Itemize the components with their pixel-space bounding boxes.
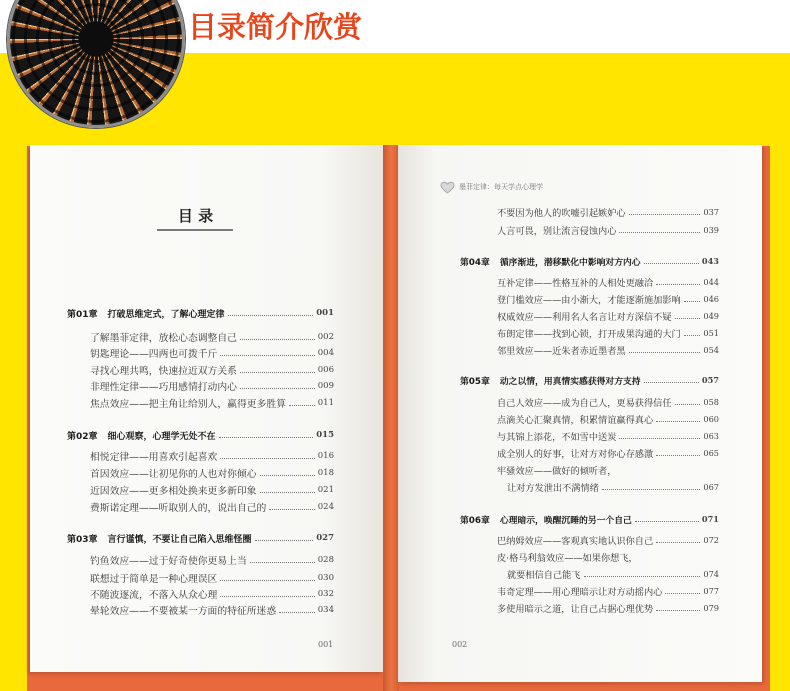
page-title: 目录简介欣赏 (188, 10, 363, 44)
toc-chapter (67, 306, 334, 320)
dot-leader (656, 542, 700, 543)
chapter-label: 第02章 (67, 431, 98, 442)
toc-entry (497, 429, 719, 443)
dot-leader (619, 438, 700, 439)
toc-entry (90, 396, 334, 410)
toc-entry (497, 343, 719, 357)
dot-leader (665, 593, 700, 594)
dot-leader (635, 521, 699, 522)
page-ref: 039 (703, 225, 719, 235)
page-ref: 015 (316, 430, 334, 440)
dot-leader (644, 263, 699, 264)
dot-leader (656, 284, 700, 285)
toc-entry (90, 483, 334, 497)
entry-title: 韦奇定理——用心理暗示让对方动摇内心 (497, 587, 663, 598)
chapter-label: 第06章 (460, 515, 490, 526)
entry-title: 让对方发泄出不满情绪 (507, 483, 599, 494)
entry-title: 钥匙理论——四两也可拨千斤 (90, 349, 218, 360)
page-ref: 044 (703, 277, 719, 287)
toc-chapter (67, 428, 334, 442)
toc-chapter (460, 512, 719, 526)
page-number: 001 (318, 640, 334, 649)
toc-entry (90, 553, 334, 567)
dot-leader (684, 335, 701, 336)
page-ref: 060 (703, 414, 719, 424)
toc-entry (497, 533, 719, 547)
dot-leader (220, 355, 314, 356)
page-ref: 001 (316, 308, 334, 318)
dot-leader (675, 318, 701, 319)
entry-title: 皮·格马利翁效应——如果你想飞， (497, 553, 638, 564)
dot-leader (279, 612, 315, 613)
dot-leader (228, 315, 314, 316)
chapter-label: 第04章 (460, 257, 490, 268)
running-header (440, 180, 543, 194)
page-ref: 016 (317, 451, 334, 461)
entry-title: 近因效应——更多相处换来更多新印象 (90, 486, 257, 497)
toc-title-underline (157, 229, 233, 231)
page-ref: 011 (317, 398, 334, 408)
entry-title: 多使用暗示之道，让自己占据心理优势 (497, 604, 654, 615)
chapter-title: 细心观察，心理学无处不在 (107, 431, 216, 442)
toc-entry (90, 500, 334, 514)
toc-entry (497, 205, 719, 219)
dot-leader (684, 301, 701, 302)
dot-leader (220, 580, 314, 581)
page-ref: 077 (703, 586, 719, 596)
entry-title: 就要相信自己能飞 (507, 570, 581, 581)
page-ref: 057 (701, 375, 719, 385)
page-ref: 021 (317, 485, 334, 495)
dot-leader (656, 455, 700, 456)
toc-title: 目 录 (177, 207, 214, 225)
dot-leader (220, 458, 314, 459)
toc-entry (90, 330, 334, 344)
entry-title: 巴纳姆效应——客观真实地认识你自己 (497, 536, 654, 547)
chapter-label: 第01章 (67, 309, 98, 320)
entry-title: 相悦定律——用喜欢引起喜欢 (90, 452, 218, 463)
dot-leader (240, 339, 315, 340)
dot-leader (644, 382, 699, 383)
dot-leader (220, 596, 314, 597)
decorative-circle-image (7, 0, 185, 128)
dot-leader (584, 576, 701, 577)
dot-leader (602, 489, 700, 490)
entry-title: 首因效应——让初见你的人也对你倾心 (90, 469, 257, 480)
entry-title: 邻里效应——近朱者赤近墨者黑 (497, 346, 626, 357)
heart-icon (440, 181, 455, 194)
page-ref: 067 (703, 482, 719, 492)
toc-entry (497, 584, 719, 598)
entry-title: 不随波逐流，不落入从众心理 (90, 590, 218, 601)
page-ref: 030 (317, 573, 334, 583)
entry-title: 布朗定律——找到心锁，打开成果沟通的大门 (497, 329, 681, 340)
page-ref: 043 (701, 256, 719, 266)
entry-title: 牢骚效应——做好的倾听者， (497, 466, 617, 477)
toc-entry (497, 412, 719, 426)
dot-leader (289, 405, 315, 406)
toc-entry-continuation (507, 480, 719, 494)
toc-entry (497, 463, 719, 477)
toc-entry (497, 309, 719, 323)
dot-leader (269, 509, 314, 510)
toc-entry (90, 363, 334, 377)
entry-title: 人言可畏，别让流言侵蚀内心 (497, 226, 617, 237)
entry-title: 自己人效应——成为自己人，更易获得信任 (497, 398, 672, 409)
page-ref: 032 (317, 589, 334, 599)
chapter-title: 打破思维定式，了解心理定律 (107, 309, 225, 320)
dot-leader (250, 562, 315, 563)
toc-chapter (460, 373, 719, 387)
entry-title: 成全别人的好事，让对方对你心存感激 (497, 449, 654, 460)
entry-title: 了解墨菲定律，放松心态调整自己 (90, 333, 237, 344)
chapter-title: 心理暗示，唤醒沉睡的另一个自己 (499, 515, 632, 526)
entry-title: 互补定律——性格互补的人相处更融洽 (497, 278, 654, 289)
toc-entry (497, 292, 719, 306)
toc-entry (90, 571, 334, 585)
entry-title: 费斯诺定理——听取别人的，说出自己的 (90, 503, 267, 514)
book-spine (383, 145, 399, 691)
page-ref: 037 (703, 207, 719, 217)
dot-leader (240, 372, 315, 373)
toc-entry (90, 603, 334, 617)
entry-title: 联想过于简单是一种心理误区 (90, 574, 218, 585)
toc-entry (90, 346, 334, 360)
entry-title: 晕轮效应——不要被某一方面的特征所迷惑 (90, 606, 277, 617)
entry-title: 不要因为他人的吹嘘引起嫉妒心 (497, 208, 626, 219)
toc-entry (497, 275, 719, 289)
dot-leader (260, 475, 315, 476)
entry-title: 点滴关心汇聚真情，积累情谊赢得真心 (497, 415, 654, 426)
entry-title: 非理性定律——巧用感情打动内心 (90, 382, 237, 393)
toc-entry (90, 587, 334, 601)
dot-leader (619, 232, 700, 233)
entry-title: 权威效应——利用名人名言让对方深信不疑 (497, 312, 672, 323)
page-ref: 049 (703, 311, 719, 321)
page-ref: 006 (317, 365, 334, 375)
dot-leader (255, 540, 314, 541)
toc-entry (90, 379, 334, 393)
entry-title: 焦点效应——把主角让给别人，赢得更多胜算 (90, 399, 286, 410)
toc-entry (497, 550, 719, 564)
page-ref: 079 (703, 603, 719, 613)
toc-entry-continuation (507, 567, 719, 581)
dot-leader (219, 437, 314, 438)
toc-chapter (67, 531, 334, 545)
dot-leader (629, 352, 701, 353)
chapter-title: 动之以情，用真情实感获得对方支持 (499, 376, 641, 387)
running-header-text: 墨菲定律：每天学点心理学 (459, 183, 543, 191)
dot-leader (629, 214, 701, 215)
page-ref: 072 (703, 535, 719, 545)
page-ref: 071 (701, 514, 719, 524)
toc-entry (497, 601, 719, 615)
dot-leader (240, 388, 315, 389)
page-ref: 004 (317, 348, 334, 358)
page-ref: 009 (317, 381, 334, 391)
entry-title: 与其锦上添花，不如雪中送炭 (497, 432, 617, 443)
toc-entry (90, 449, 334, 463)
page-ref: 054 (703, 345, 719, 355)
dot-leader (656, 610, 700, 611)
page-ref: 063 (703, 431, 719, 441)
chapter-label: 第05章 (460, 376, 490, 387)
page-ref: 028 (317, 555, 334, 565)
page-ref: 002 (317, 332, 334, 342)
page-ref: 065 (703, 448, 719, 458)
page-number: 002 (452, 640, 468, 649)
dot-leader (656, 421, 700, 422)
toc-entry (497, 395, 719, 409)
toc-entry (497, 326, 719, 340)
page-ref: 034 (317, 605, 334, 615)
page-ref: 027 (316, 533, 334, 543)
page-ref: 074 (703, 569, 719, 579)
chapter-title: 循序渐进，潜移默化中影响对方内心 (499, 257, 641, 268)
toc-entry (497, 223, 719, 237)
entry-title: 寻找心理共鸣，快速拉近双方关系 (90, 366, 237, 377)
toc-entry (90, 466, 334, 480)
page-ref: 018 (317, 468, 334, 478)
page-ref: 051 (703, 328, 719, 338)
toc-chapter (460, 254, 719, 268)
page-ref: 024 (317, 502, 334, 512)
chapter-title: 言行谨慎，不要让自己陷入思维怪圈 (107, 534, 252, 545)
page-ref: 046 (703, 294, 719, 304)
page-ref: 058 (703, 397, 719, 407)
entry-title: 钓鱼效应——过于好奇使你更易上当 (90, 556, 247, 567)
dot-leader (260, 492, 315, 493)
entry-title: 登门槛效应——由小渐大，才能逐渐施加影响 (497, 295, 681, 306)
chapter-label: 第03章 (67, 534, 98, 545)
dot-leader (675, 404, 701, 405)
toc-entry (497, 446, 719, 460)
